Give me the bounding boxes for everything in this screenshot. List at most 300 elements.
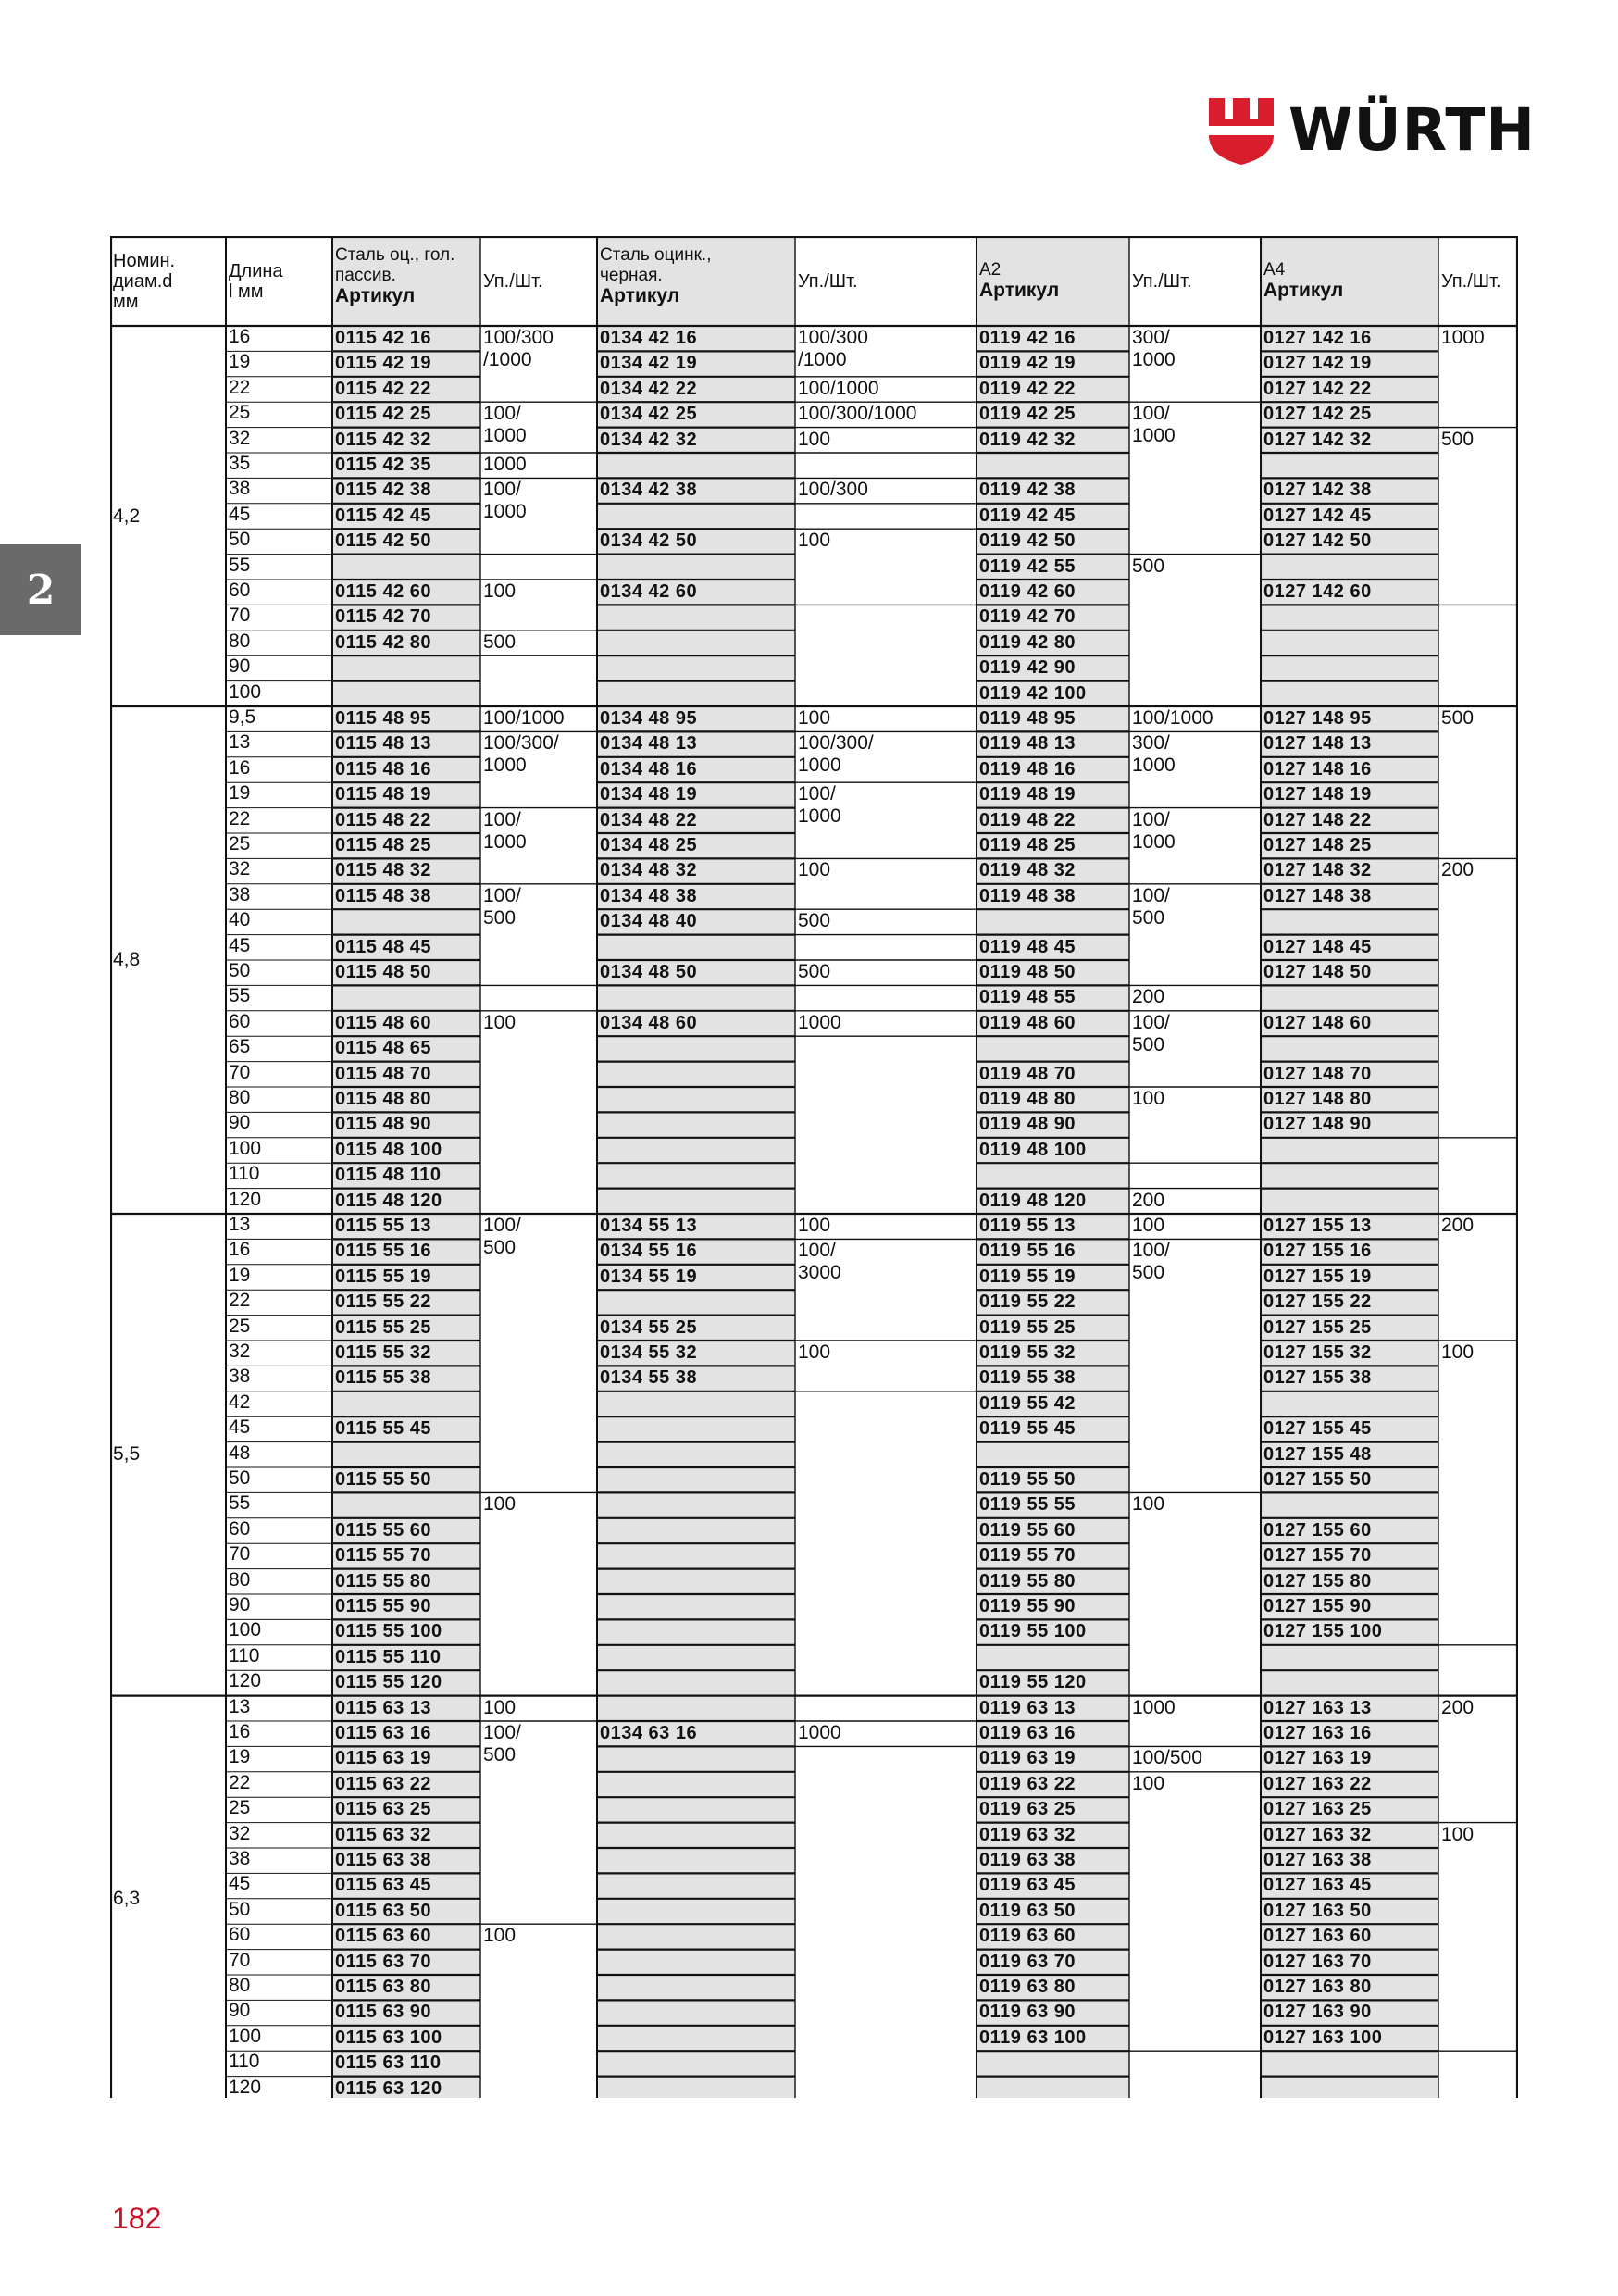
- header-material-0: Сталь оц., гол. пассив. Артикул: [335, 245, 455, 306]
- article-number: 0119 55 55: [979, 1495, 1076, 1516]
- article-number: 0119 42 19: [979, 354, 1076, 374]
- article-number: 0127 142 38: [1263, 480, 1372, 501]
- length-cell: 120: [229, 1190, 262, 1210]
- pack-quantity: 100: [483, 580, 517, 602]
- length-cell: 9,5: [229, 708, 256, 728]
- article-number: 0127 155 25: [1263, 1317, 1372, 1338]
- pack-quantity: 100/300 /1000: [798, 327, 868, 370]
- article-number: 0134 48 25: [600, 836, 698, 855]
- product-table: [110, 236, 1518, 2098]
- length-cell: 90: [229, 1114, 251, 1134]
- length-cell: 25: [229, 1799, 251, 1819]
- article-number: 0115 48 16: [335, 759, 431, 780]
- article-number: 0127 155 50: [1263, 1470, 1372, 1490]
- length-cell: 45: [229, 1418, 251, 1439]
- article-number: 0119 42 45: [979, 505, 1076, 526]
- article-number: 0127 148 90: [1263, 1115, 1372, 1135]
- article-number: 0127 148 22: [1263, 810, 1372, 830]
- article-number: 0115 55 22: [335, 1292, 431, 1313]
- pack-quantity: 100: [1132, 1493, 1165, 1516]
- length-cell: 19: [229, 1748, 251, 1768]
- pack-quantity: 100: [798, 428, 831, 450]
- article-number: 0115 55 60: [335, 1520, 431, 1541]
- article-number: 0134 55 16: [600, 1242, 698, 1262]
- article-number: 0115 63 16: [335, 1724, 431, 1743]
- article-number: 0115 48 80: [335, 1090, 431, 1109]
- article-number: 0115 48 100: [335, 1140, 442, 1160]
- article-number: 0119 48 95: [979, 709, 1076, 729]
- pack-quantity: 100/500: [1132, 1747, 1202, 1769]
- wurth-emblem-icon: [1209, 98, 1274, 165]
- length-cell: 90: [229, 1596, 251, 1616]
- article-number: 0127 148 13: [1263, 734, 1372, 755]
- article-number: 0115 63 22: [335, 1774, 431, 1794]
- article-number: 0127 163 16: [1263, 1724, 1372, 1743]
- pack-quantity: 100/ 500: [1132, 1240, 1170, 1284]
- article-number: 0119 48 50: [979, 963, 1076, 982]
- article-number: 0115 63 25: [335, 1800, 431, 1820]
- article-number: 0127 142 22: [1263, 379, 1372, 399]
- length-cell: 22: [229, 1292, 251, 1312]
- article-number: 0119 63 13: [979, 1698, 1076, 1718]
- article-number: 0119 48 80: [979, 1090, 1076, 1109]
- pack-quantity: 500: [1132, 555, 1165, 577]
- article-number: 0119 55 22: [979, 1292, 1076, 1313]
- article-number: 0134 42 25: [600, 405, 698, 425]
- article-number: 0119 48 19: [979, 785, 1076, 805]
- length-cell: 32: [229, 429, 251, 449]
- length-cell: 38: [229, 1850, 251, 1869]
- article-number: 0127 148 45: [1263, 937, 1372, 957]
- pack-quantity: 1000: [798, 1722, 841, 1743]
- length-cell: 50: [229, 530, 251, 551]
- length-cell: 13: [229, 1216, 251, 1235]
- article-number: 0127 163 80: [1263, 1978, 1372, 1997]
- pack-quantity: 100/1000: [1132, 707, 1214, 729]
- pack-quantity: 100/ 1000: [1132, 808, 1176, 853]
- article-number: 0134 42 22: [600, 379, 698, 399]
- article-number: 0134 48 40: [600, 912, 698, 932]
- length-cell: 45: [229, 505, 251, 525]
- length-cell: 45: [229, 936, 251, 956]
- article-number: 0119 42 32: [979, 430, 1076, 450]
- article-number: 0127 155 90: [1263, 1597, 1372, 1616]
- pack-quantity: 100/ 1000: [1132, 403, 1176, 447]
- article-number: 0115 48 19: [335, 785, 431, 805]
- article-number: 0119 55 120: [979, 1673, 1087, 1693]
- pack-quantity: 100: [1441, 1823, 1475, 1845]
- article-number: 0115 55 45: [335, 1419, 431, 1440]
- length-cell: 70: [229, 606, 251, 627]
- article-number: 0134 42 19: [600, 354, 698, 374]
- article-number: 0115 63 13: [335, 1698, 431, 1718]
- article-number: 0115 42 80: [335, 632, 431, 653]
- pack-quantity: 100: [1132, 1215, 1165, 1236]
- article-number: 0115 42 60: [335, 582, 431, 602]
- length-cell: 32: [229, 1824, 251, 1844]
- length-cell: 38: [229, 1367, 251, 1388]
- article-number: 0115 63 60: [335, 1927, 431, 1947]
- article-number: 0127 148 25: [1263, 836, 1372, 855]
- article-number: 0115 55 19: [335, 1267, 431, 1287]
- article-number: 0127 163 19: [1263, 1749, 1372, 1769]
- article-number: 0115 42 70: [335, 607, 431, 628]
- diameter-cell: 5,5: [113, 1443, 141, 1466]
- article-number: 0119 55 13: [979, 1217, 1076, 1236]
- article-number: 0115 55 120: [335, 1673, 442, 1693]
- pack-quantity: 100/1000: [798, 377, 879, 399]
- pack-quantity: 1000: [798, 1011, 841, 1033]
- article-number: 0127 142 45: [1263, 505, 1372, 526]
- article-number: 0127 163 22: [1263, 1774, 1372, 1794]
- pack-quantity: 300/ 1000: [1132, 732, 1176, 777]
- article-number: 0115 55 13: [335, 1217, 431, 1236]
- article-number: 0115 42 16: [335, 329, 431, 348]
- article-number: 0127 148 19: [1263, 785, 1372, 805]
- article-number: 0134 48 19: [600, 785, 698, 805]
- article-column-bg: [597, 236, 795, 2098]
- article-number: 0127 163 38: [1263, 1851, 1372, 1870]
- wurth-logo: [1209, 96, 1537, 165]
- pack-quantity: 1000: [483, 454, 527, 475]
- length-cell: 70: [229, 1545, 251, 1566]
- length-cell: 60: [229, 1926, 251, 1946]
- article-number: 0119 63 80: [979, 1978, 1076, 1997]
- section-tab[interactable]: 2: [0, 544, 81, 635]
- header-pack-1: Уп./Шт.: [798, 270, 858, 292]
- header-pack-0: Уп./Шт.: [483, 270, 543, 292]
- article-number: 0119 42 90: [979, 658, 1076, 679]
- article-number: 0115 63 80: [335, 1978, 431, 1997]
- article-number: 0115 55 32: [335, 1343, 431, 1363]
- article-number: 0134 55 19: [600, 1267, 698, 1287]
- article-number: 0127 163 100: [1263, 2028, 1383, 2048]
- header-length: Длина l мм: [229, 260, 283, 302]
- length-cell: 100: [229, 1139, 262, 1159]
- article-number: 0115 42 32: [335, 430, 431, 450]
- article-number: 0127 155 100: [1263, 1622, 1383, 1642]
- pack-quantity: 100/ 500: [1132, 884, 1170, 929]
- article-number: 0119 55 38: [979, 1368, 1076, 1389]
- length-cell: 60: [229, 581, 251, 601]
- article-number: 0115 48 60: [335, 1013, 431, 1033]
- pack-quantity: 100/ 500: [1132, 1011, 1170, 1055]
- article-number: 0119 63 38: [979, 1851, 1076, 1870]
- length-cell: 50: [229, 1469, 251, 1489]
- article-number: 0127 155 22: [1263, 1292, 1372, 1313]
- pack-quantity: 100: [798, 530, 831, 552]
- length-cell: 50: [229, 1900, 251, 1920]
- article-number: 0115 63 32: [335, 1825, 431, 1845]
- pack-quantity: 100: [483, 1925, 517, 1947]
- header-article-label: Артикул: [600, 285, 680, 306]
- article-number: 0115 48 95: [335, 709, 431, 729]
- pack-quantity: 100: [483, 1696, 517, 1718]
- article-number: 0115 63 45: [335, 1876, 431, 1896]
- pack-quantity: 1000: [1441, 327, 1485, 348]
- article-number: 0127 155 19: [1263, 1267, 1372, 1287]
- article-number: 0127 163 70: [1263, 1952, 1372, 1972]
- length-cell: 48: [229, 1443, 251, 1464]
- pack-quantity: 200: [1441, 1215, 1475, 1236]
- length-cell: 70: [229, 1951, 251, 1971]
- article-number: 0115 42 50: [335, 531, 431, 552]
- article-number: 0119 42 22: [979, 379, 1076, 399]
- article-number: 0119 63 90: [979, 2003, 1076, 2023]
- article-number: 0127 148 16: [1263, 759, 1372, 780]
- article-number: 0134 55 13: [600, 1217, 698, 1236]
- article-number: 0127 148 80: [1263, 1090, 1372, 1109]
- header-pack-3: Уп./Шт.: [1441, 270, 1501, 292]
- article-number: 0115 48 25: [335, 836, 431, 855]
- article-number: 0127 142 60: [1263, 582, 1372, 602]
- article-number: 0115 55 80: [335, 1571, 431, 1591]
- article-number: 0119 42 70: [979, 607, 1076, 628]
- pack-quantity: 100/ 500: [483, 1215, 521, 1258]
- article-number: 0115 48 32: [335, 861, 431, 881]
- article-number: 0115 42 25: [335, 405, 431, 425]
- article-number: 0134 42 50: [600, 531, 698, 552]
- article-number: 0115 55 70: [335, 1546, 431, 1566]
- article-number: 0115 63 70: [335, 1952, 431, 1972]
- length-cell: 22: [229, 809, 251, 830]
- length-cell: 55: [229, 987, 251, 1007]
- article-number: 0119 63 22: [979, 1774, 1076, 1794]
- article-number: 0127 148 38: [1263, 886, 1372, 906]
- article-number: 0134 42 32: [600, 430, 698, 450]
- article-number: 0127 163 45: [1263, 1876, 1372, 1896]
- article-number: 0115 63 100: [335, 2028, 442, 2048]
- header-material-3: A4 Артикул: [1263, 260, 1344, 301]
- article-number: 0134 55 38: [600, 1368, 698, 1389]
- article-number: 0127 142 50: [1263, 531, 1372, 552]
- article-number: 0127 142 19: [1263, 354, 1372, 374]
- article-number: 0127 148 60: [1263, 1013, 1372, 1033]
- length-cell: 55: [229, 1494, 251, 1515]
- article-number: 0115 63 110: [335, 2053, 442, 2074]
- article-number: 0115 55 38: [335, 1368, 431, 1389]
- article-number: 0119 55 80: [979, 1571, 1076, 1591]
- length-cell: 22: [229, 1773, 251, 1793]
- length-cell: 16: [229, 1723, 251, 1742]
- article-number: 0119 48 16: [979, 759, 1076, 780]
- article-number: 0115 48 13: [335, 734, 431, 755]
- header-material-1: Сталь оцинк., черная. Артикул: [600, 245, 712, 306]
- article-number: 0119 48 70: [979, 1064, 1076, 1084]
- article-number: 0134 42 38: [600, 480, 698, 501]
- header-diameter: Номин. диам.d мм: [113, 250, 176, 312]
- length-cell: 55: [229, 555, 251, 576]
- article-number: 0119 55 45: [979, 1419, 1076, 1440]
- length-cell: 25: [229, 404, 251, 424]
- article-number: 0115 48 38: [335, 886, 431, 906]
- length-cell: 38: [229, 480, 251, 500]
- pack-quantity: 200: [1441, 859, 1475, 881]
- length-cell: 80: [229, 1570, 251, 1591]
- article-number: 0119 63 50: [979, 1901, 1076, 1921]
- article-number: 0119 63 16: [979, 1724, 1076, 1743]
- article-number: 0119 48 90: [979, 1115, 1076, 1135]
- pack-quantity: 100/ 500: [483, 1722, 521, 1766]
- article-number: 0134 48 60: [600, 1013, 698, 1033]
- page-number: 182: [112, 2202, 162, 2235]
- length-cell: 13: [229, 1697, 251, 1717]
- article-number: 0115 48 110: [335, 1166, 442, 1186]
- pack-quantity: 100/300/ 1000: [483, 732, 559, 777]
- length-cell: 100: [229, 1621, 262, 1641]
- length-cell: 110: [229, 2053, 260, 2073]
- article-number: 0115 48 50: [335, 963, 431, 982]
- pack-quantity: 200: [1132, 986, 1165, 1008]
- article-number: 0119 48 22: [979, 810, 1076, 830]
- article-number: 0115 42 45: [335, 505, 431, 526]
- pack-quantity: 500: [1441, 707, 1475, 729]
- article-number: 0115 48 120: [335, 1191, 442, 1211]
- article-number: 0115 48 70: [335, 1064, 431, 1084]
- header-article-label: Артикул: [335, 285, 416, 306]
- pack-quantity: 100/300/ 1000: [798, 732, 874, 777]
- length-cell: 13: [229, 733, 251, 754]
- article-number: 0127 142 25: [1263, 405, 1372, 425]
- length-cell: 100: [229, 682, 262, 703]
- length-cell: 50: [229, 962, 251, 981]
- article-number: 0134 48 16: [600, 759, 698, 780]
- article-number: 0119 48 45: [979, 937, 1076, 957]
- article-number: 0127 163 50: [1263, 1901, 1372, 1921]
- length-cell: 25: [229, 835, 251, 855]
- length-cell: 60: [229, 1519, 251, 1540]
- header-article-label: Артикул: [1263, 280, 1344, 301]
- length-cell: 25: [229, 1316, 251, 1337]
- article-number: 0119 48 32: [979, 861, 1076, 881]
- header-pack-2: Уп./Шт.: [1132, 270, 1192, 292]
- pack-quantity: 100/ 1000: [483, 403, 527, 447]
- article-number: 0119 55 19: [979, 1267, 1076, 1287]
- length-cell: 120: [229, 2078, 262, 2098]
- pack-quantity: 500: [798, 910, 831, 932]
- length-cell: 80: [229, 631, 251, 652]
- article-number: 0119 55 90: [979, 1597, 1076, 1616]
- article-number: 0115 63 120: [335, 2078, 442, 2099]
- article-number: 0119 63 70: [979, 1952, 1076, 1972]
- length-cell: 90: [229, 2002, 251, 2022]
- article-number: 0134 48 95: [600, 709, 698, 729]
- diameter-cell: 4,8: [113, 949, 141, 970]
- article-number: 0119 55 42: [979, 1393, 1076, 1414]
- length-cell: 22: [229, 378, 251, 398]
- brand-name: WÜRTH: [1288, 96, 1537, 164]
- pack-quantity: 100: [798, 1341, 831, 1363]
- article-number: 0119 42 60: [979, 582, 1076, 602]
- article-number: 0134 48 32: [600, 861, 698, 881]
- pack-quantity: 100/ 3000: [798, 1240, 841, 1284]
- article-number: 0127 155 60: [1263, 1520, 1372, 1541]
- article-number: 0115 48 90: [335, 1115, 431, 1135]
- pack-quantity: 300/ 1000: [1132, 327, 1176, 370]
- article-number: 0119 63 45: [979, 1876, 1076, 1896]
- header-article-label: Артикул: [979, 280, 1060, 301]
- pack-quantity: 500: [483, 630, 517, 653]
- article-number: 0119 63 32: [979, 1825, 1076, 1845]
- article-number: 0119 48 13: [979, 734, 1076, 755]
- length-cell: 38: [229, 885, 251, 905]
- article-number: 0115 55 25: [335, 1317, 431, 1338]
- length-cell: 100: [229, 2027, 262, 2047]
- article-number: 0119 42 80: [979, 632, 1076, 653]
- pack-quantity: 100: [483, 1011, 517, 1033]
- length-cell: 110: [229, 1646, 260, 1666]
- article-number: 0127 148 95: [1263, 709, 1372, 729]
- pack-quantity: 100/300/1000: [798, 403, 917, 425]
- article-number: 0127 155 32: [1263, 1343, 1372, 1363]
- article-number: 0115 63 19: [335, 1749, 431, 1769]
- article-number: 0119 55 32: [979, 1343, 1076, 1363]
- article-number: 0119 42 55: [979, 556, 1076, 577]
- article-number: 0134 48 50: [600, 963, 698, 982]
- pack-quantity: 500: [798, 961, 831, 982]
- length-cell: 19: [229, 353, 251, 373]
- pack-quantity: 100: [798, 859, 831, 881]
- article-number: 0119 55 100: [979, 1622, 1087, 1642]
- article-number: 0115 55 110: [335, 1647, 442, 1667]
- article-number: 0127 142 16: [1263, 329, 1372, 348]
- article-number: 0134 48 38: [600, 886, 698, 906]
- article-number: 0119 42 100: [979, 683, 1087, 704]
- pack-quantity: 100/1000: [483, 707, 565, 729]
- article-number: 0119 63 19: [979, 1749, 1076, 1769]
- article-number: 0119 55 16: [979, 1242, 1076, 1262]
- article-number: 0134 42 60: [600, 582, 698, 602]
- pack-quantity: 100: [1132, 1772, 1165, 1794]
- pack-quantity: 100: [798, 707, 831, 729]
- article-number: 0127 163 13: [1263, 1698, 1372, 1718]
- length-cell: 60: [229, 1012, 251, 1032]
- article-number: 0119 55 60: [979, 1520, 1076, 1541]
- article-number: 0127 148 70: [1263, 1064, 1372, 1084]
- article-number: 0127 148 50: [1263, 963, 1372, 982]
- article-number: 0119 42 16: [979, 329, 1076, 348]
- length-cell: 16: [229, 758, 251, 779]
- length-cell: 16: [229, 1241, 251, 1261]
- article-number: 0127 155 48: [1263, 1444, 1372, 1465]
- length-cell: 70: [229, 1063, 251, 1083]
- article-number: 0134 42 16: [600, 329, 698, 348]
- article-number: 0115 48 65: [335, 1039, 431, 1059]
- article-number: 0115 42 19: [335, 354, 431, 374]
- pack-quantity: 100/ 1000: [483, 479, 527, 523]
- article-number: 0115 55 100: [335, 1622, 442, 1642]
- pack-quantity: 100: [483, 1493, 517, 1516]
- length-cell: 42: [229, 1392, 251, 1413]
- article-number: 0127 142 32: [1263, 430, 1372, 450]
- article-number: 0115 55 50: [335, 1470, 431, 1490]
- length-cell: 19: [229, 784, 251, 805]
- pack-quantity: 200: [1132, 1189, 1165, 1211]
- article-number: 0127 155 80: [1263, 1571, 1372, 1591]
- article-number: 0127 155 70: [1263, 1546, 1372, 1566]
- article-number: 0127 155 45: [1263, 1419, 1372, 1440]
- article-number: 0119 63 100: [979, 2028, 1087, 2048]
- pack-quantity: 1000: [1132, 1696, 1176, 1718]
- article-number: 0115 42 35: [335, 455, 431, 475]
- article-number: 0119 55 70: [979, 1546, 1076, 1566]
- length-cell: 90: [229, 657, 251, 678]
- length-cell: 32: [229, 860, 251, 880]
- diameter-cell: 4,2: [113, 505, 141, 527]
- article-number: 0115 48 45: [335, 937, 431, 957]
- article-number: 0115 55 90: [335, 1597, 431, 1616]
- article-number: 0127 148 32: [1263, 861, 1372, 881]
